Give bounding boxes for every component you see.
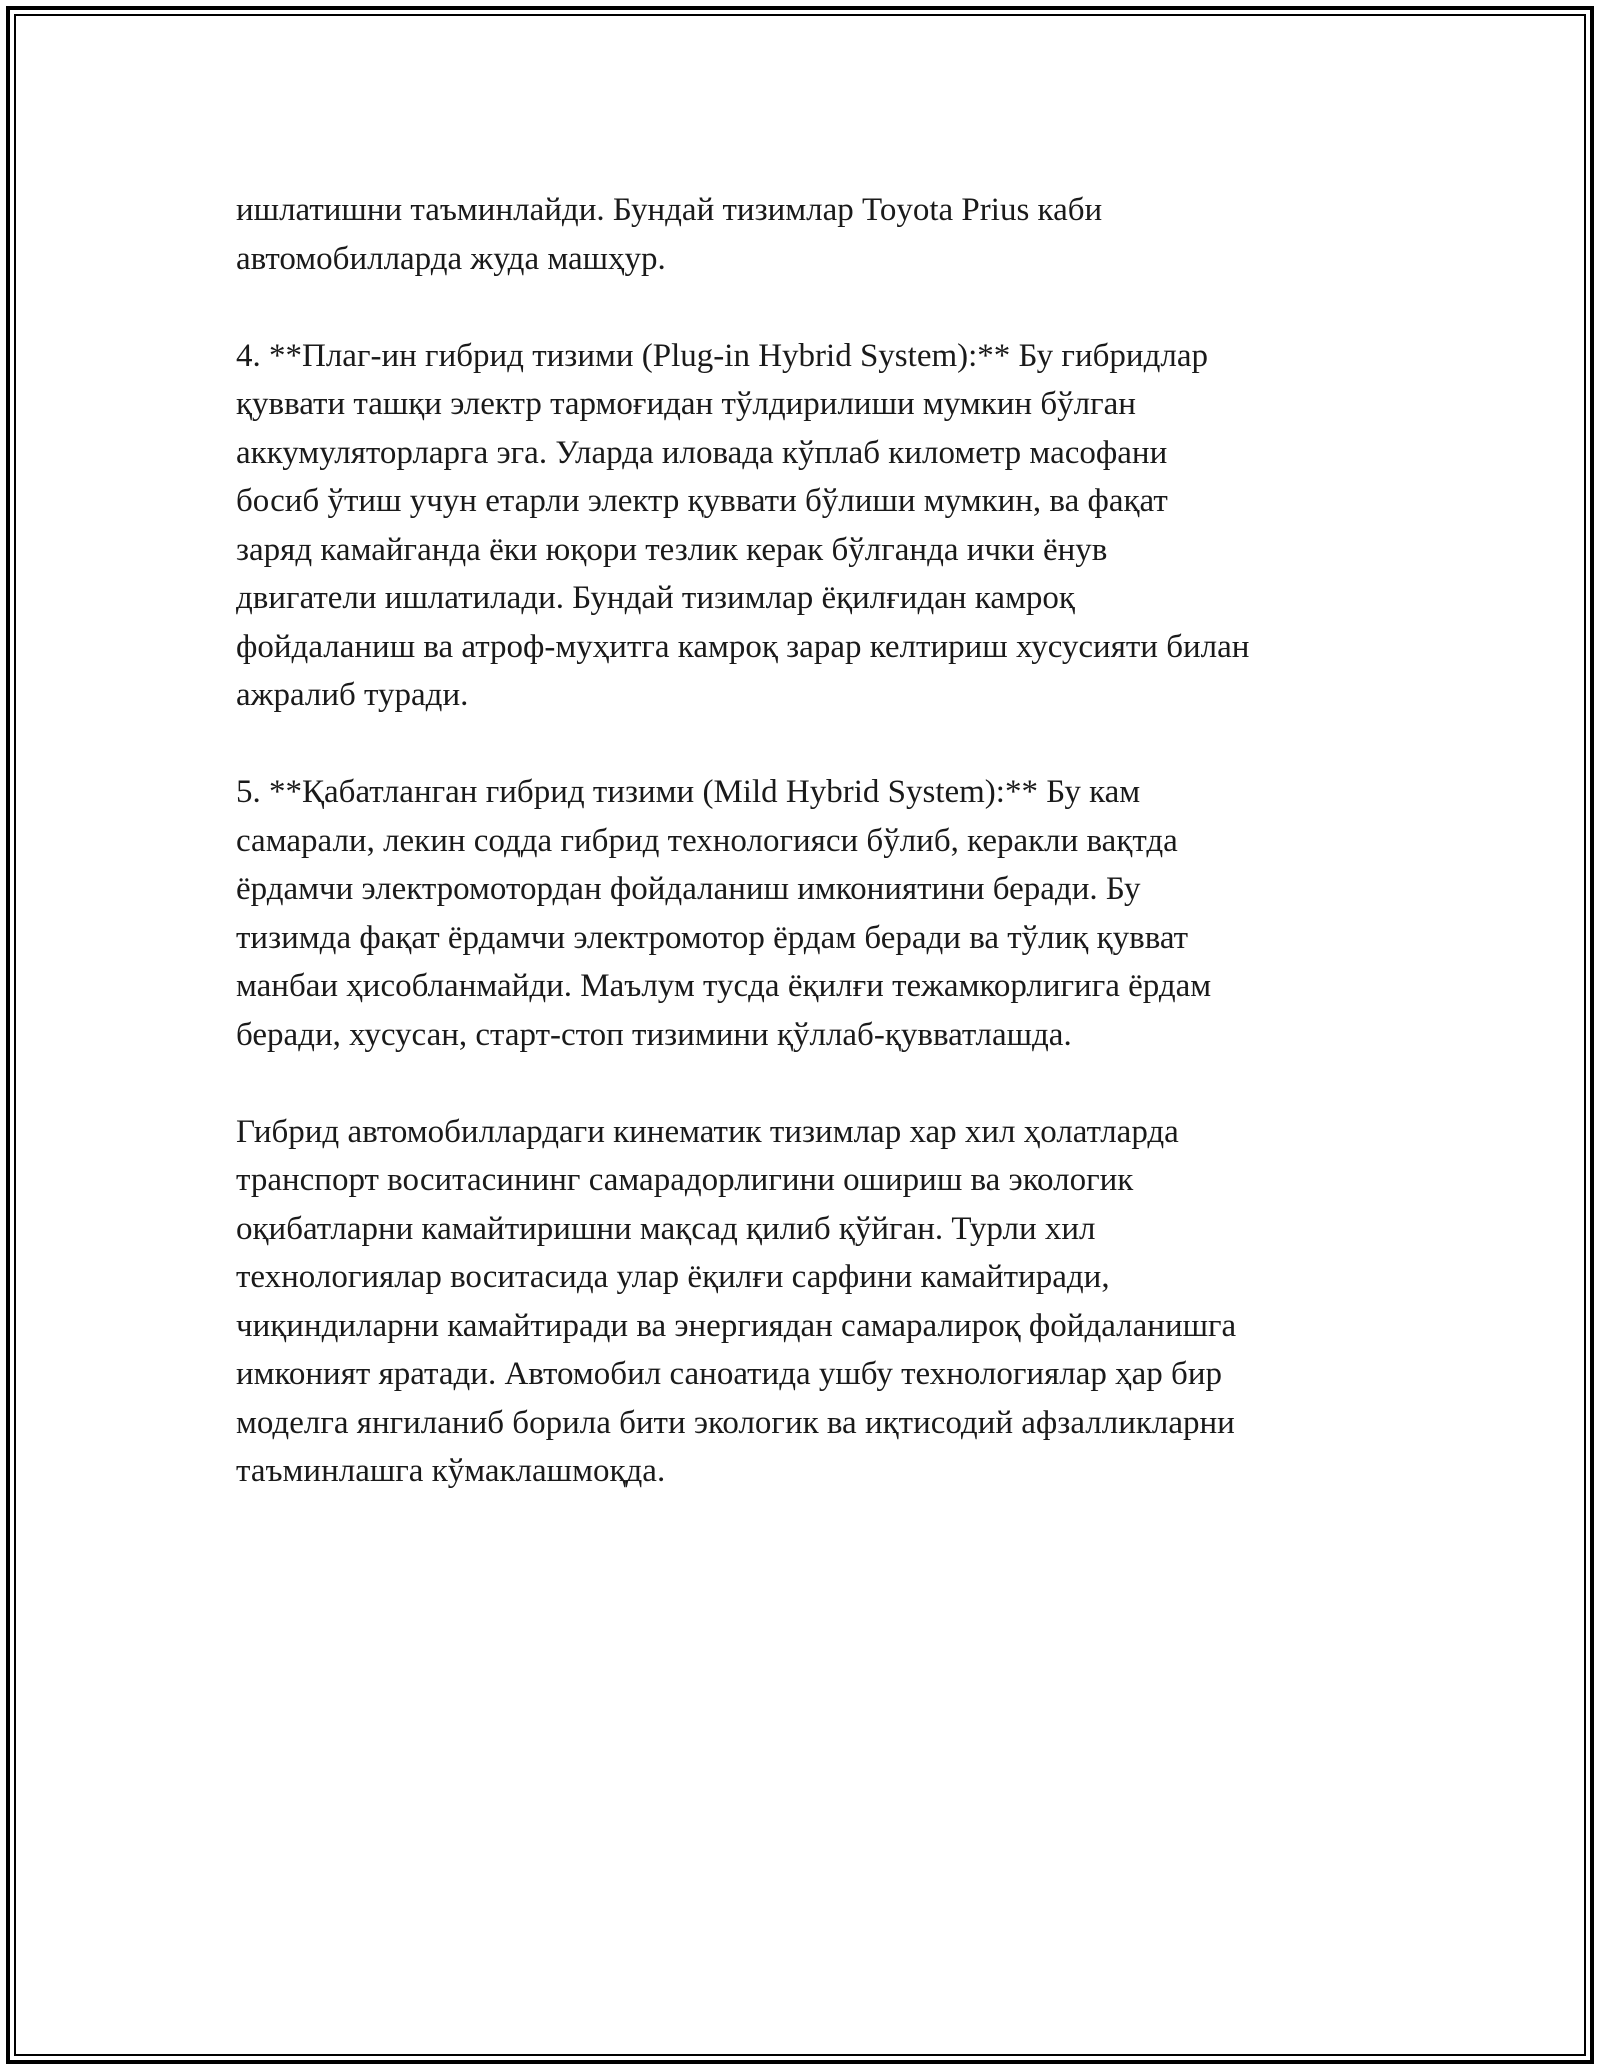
paragraph-hybrid-intro-continuation: ишлатишни таъминлайди. Бундай тизимлар Toyota Prius каби автомобилларда жуда машҳур. xyxy=(236,192,1103,277)
document-body xyxy=(236,186,1386,1496)
paragraph-conclusion: Гибрид автомобиллардаги кинематик тизимлар хар хил ҳолатларда транспорт воситасининг самарадорлигини ошириш ва экологик оқибатларни камайтиришни мақсад қилиб қўйган. Турли хил технологиялар воситасида улар ёқилғи сарфини камайтиради, чиқиндиларни камайтиради ва энергиядан самаралироқ фойдаланишга имконият яратади. Автомобил саноатида ушбу технологиялар ҳар бир моделга янгиланиб борила бити экологик ва иқтисодий афзалликларни таъминлашга кўмаклашмоқда. xyxy=(236,1113,1237,1489)
paragraph-mild-hybrid: 5. **Қабатланган гибрид тизими (Mild Hybrid System):** Бу кам самарали, лекин содда гибрид технологияси бўлиб, керакли вақтда ёрдамчи электромотордан фойдаланиш имкониятини беради. Бу тизимда фақат ёрдамчи электромотор ёрдам беради ва тўлиқ қувват манбаи ҳисобланмайди. Маълум тусда ёқилғи тежамкорлигига ёрдам беради, хусусан, старт-стоп тизимини қўллаб-қувватлашда. xyxy=(236,774,1212,1053)
paragraph-plug-in-hybrid: 4. **Плаг-ин гибрид тизими (Plug-in Hybrid System):** Бу гибридлар қуввати ташқи электр тармоғидан тўлдирилиши мумкин бўлган аккумуляторларга эга. Уларда иловада кўплаб километр масофани босиб ўтиш учун етарли электр қуввати бўлиши мумкин, ва фақат заряд камайганда ёки юқори тезлик керак бўлганда ички ёнув двигатели ишлатилади. Бундай тизимлар ёқилғидан камроқ фойдаланиш ва атроф-муҳитга камроқ зарар келтириш хусусияти билан ажралиб туради. xyxy=(236,337,1250,713)
